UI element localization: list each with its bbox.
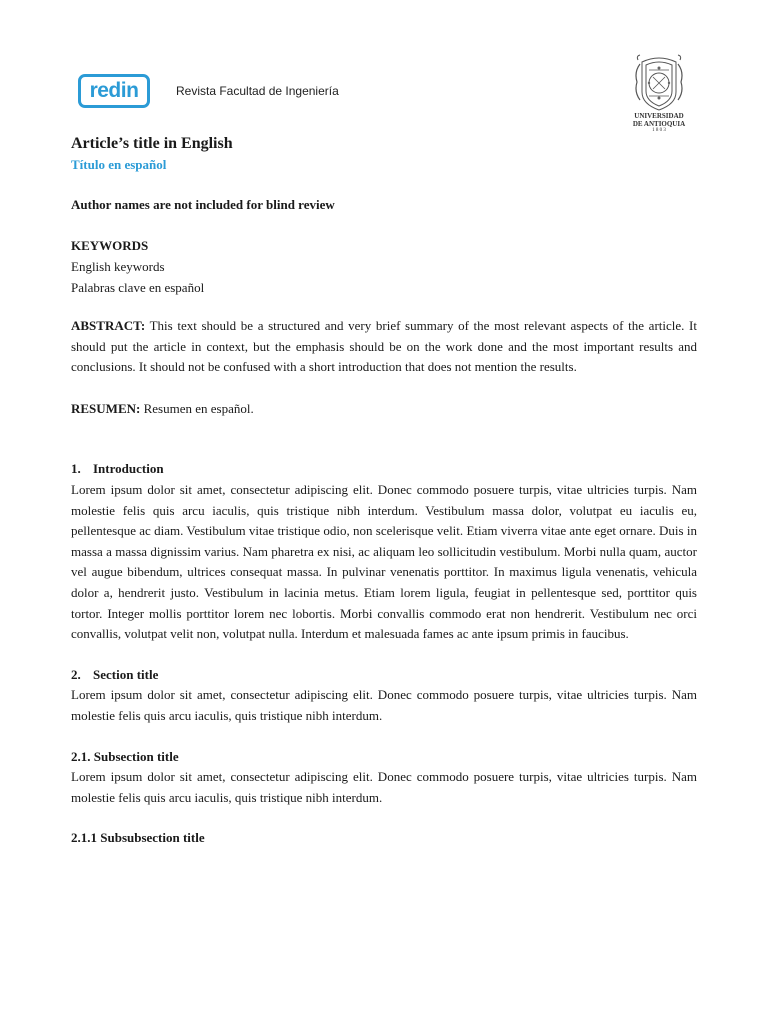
- section-number: 1.: [71, 461, 81, 477]
- keywords-spanish: Palabras clave en español: [71, 280, 205, 295]
- redin-logo-text: redin: [89, 79, 139, 102]
- section-heading-introduction: [71, 459, 697, 480]
- redin-logo: [78, 74, 150, 108]
- article-title-english: Article’s title in English: [71, 135, 233, 152]
- seal-line-1: UNIVERSIDAD: [634, 112, 684, 120]
- section-title: Introduction: [93, 461, 164, 477]
- abstract-text: This text should be a structured and very brief summary of the most relevant aspects of the article. It should put the article in context, but the emphasis should be on the work done and the most important results and conclusions. It should not be confused with a short introduction that does not mention the results.: [71, 318, 697, 375]
- university-seal-icon: [628, 52, 690, 112]
- section-heading-2: [71, 665, 697, 686]
- resumen-text: Resumen en español.: [140, 400, 254, 416]
- journal-name: Revista Facultad de Ingeniería: [176, 84, 339, 98]
- subsection-heading-2-1: 2.1. Subsection title: [71, 748, 179, 764]
- page-header: [0, 0, 768, 135]
- abstract-paragraph: [71, 316, 697, 378]
- university-seal-logo: [628, 52, 690, 134]
- keywords-english: English keywords: [71, 259, 165, 274]
- article-body: [71, 130, 697, 849]
- article-title-spanish: Título en español: [71, 157, 167, 172]
- subsection-2-1-paragraph: Lorem ipsum dolor sit amet, consectetur adipiscing elit. Donec commodo posuere turpis, vitae ultricies turpis. Nam molestie felis quis arcu iaculis, quis tristique nibh interdum.: [71, 769, 697, 805]
- resumen-paragraph: [71, 399, 697, 420]
- section-number: 2.: [71, 666, 81, 682]
- section-title: Section title: [93, 666, 159, 682]
- authors-note: Author names are not included for blind review: [71, 197, 335, 212]
- subsubsection-heading-2-1-1: 2.1.1 Subsubsection title: [71, 830, 205, 846]
- seal-line-2: DE ANTIOQUIA: [632, 120, 686, 128]
- keywords-heading: KEYWORDS: [71, 238, 149, 253]
- abstract-label: ABSTRACT:: [71, 318, 146, 333]
- seal-year: 1 8 0 3: [652, 128, 666, 133]
- resumen-label: RESUMEN:: [71, 400, 141, 416]
- introduction-paragraph: Lorem ipsum dolor sit amet, consectetur adipiscing elit. Donec commodo posuere turpis, vitae ultricies turpis. Nam molestie felis quis arcu iaculis, quis tristique nibh interdum. Vestibulum massa dolor, volutpat eu iaculis eu, pellentesque ac diam. Vestibulum vitae tristique odio, non scelerisque velit. Etiam viverra vitae ante eget ornare. Duis in massa a massa dignissim varius. Nam pharetra ex nisi, ac aliquam leo sollicitudin vestibulum. Morbi nulla quam, auctor vel augue bibendum, ultrices consequat massa. In pulvinar venenatis porttitor. In maximus ligula venenatis, vehicula dolor a, hendrerit justo. Vestibulum in lacinia metus. Etiam lorem ligula, feugiat in pellentesque sed, porttitor quis tortor. Integer mollis porttitor lorem nec lobortis. Morbi convallis commodo erat non hendrerit. Vestibulum nec orci convallis, volutpat velit non, volutpat nulla. Interdum et malesuada fames ac ante ipsum primis in faucibus.: [71, 481, 697, 642]
- section-2-paragraph: Lorem ipsum dolor sit amet, consectetur adipiscing elit. Donec commodo posuere turpis, vitae ultricies turpis. Nam molestie felis quis arcu iaculis, quis tristique nibh interdum.: [71, 687, 697, 723]
